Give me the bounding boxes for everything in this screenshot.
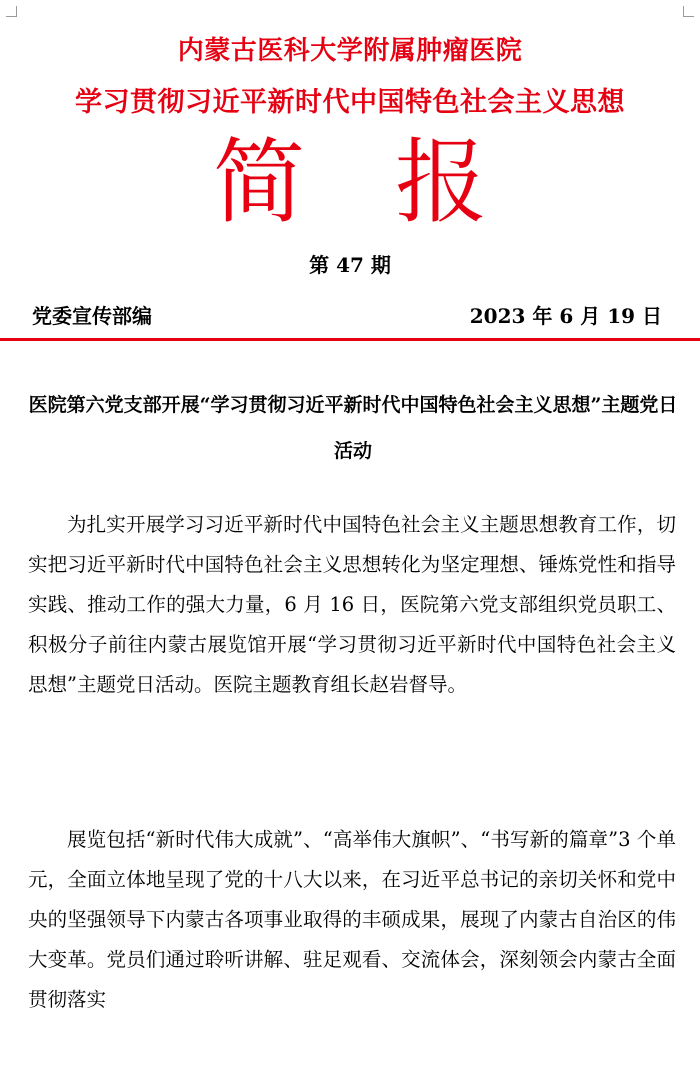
page-corner-mark-top-right [683, 6, 694, 17]
article-paragraph: 为扎实开展学习习近平新时代中国特色社会主义主题思想教育工作，切实把习近平新时代中国特色社会主义思想转化为坚定理想、锤炼党性和指导实践、推动工作的强大力量，6 月 16 日，医院第六党支部组织党员职工、积极分子前往内蒙古展览馆开展“学习贯彻习近平新时代中国特色社会主义思想”主题党日活动。医院主题教育组长赵岩督导。 [28, 513, 676, 696]
editor-department: 党委宣传部编 [32, 304, 152, 328]
campaign-title: 学习贯彻习近平新时代中国特色社会主义思想 [75, 87, 625, 118]
bulletin-title: 简报 [212, 129, 577, 236]
page-corner-mark-top-left [6, 6, 17, 17]
issue-number: 第 47 期 [309, 253, 391, 277]
hospital-name: 内蒙古医科大学附属肿瘤医院 [177, 36, 523, 66]
article-title: 医院第六党支部开展“学习贯彻习近平新时代中国特色社会主义思想”主题党日活动 [28, 394, 678, 462]
article-paragraph: 展览包括“新时代伟大成就”、“高举伟大旗帜”、“书写新的篇章”3 个单元，全面立体地呈现了党的十八大以来，在习近平总书记的亲切关怀和党中央的坚强领导下内蒙古各项事业取得的丰硕成果，展现了内蒙古自治区的伟大变革。党员们通过聆听讲解、驻足观看、交流体会，深刻领会内蒙古全面贯彻落实 [28, 828, 676, 1011]
publish-date: 2023 年 6 月 19 日 [469, 304, 662, 328]
red-divider [0, 338, 700, 341]
